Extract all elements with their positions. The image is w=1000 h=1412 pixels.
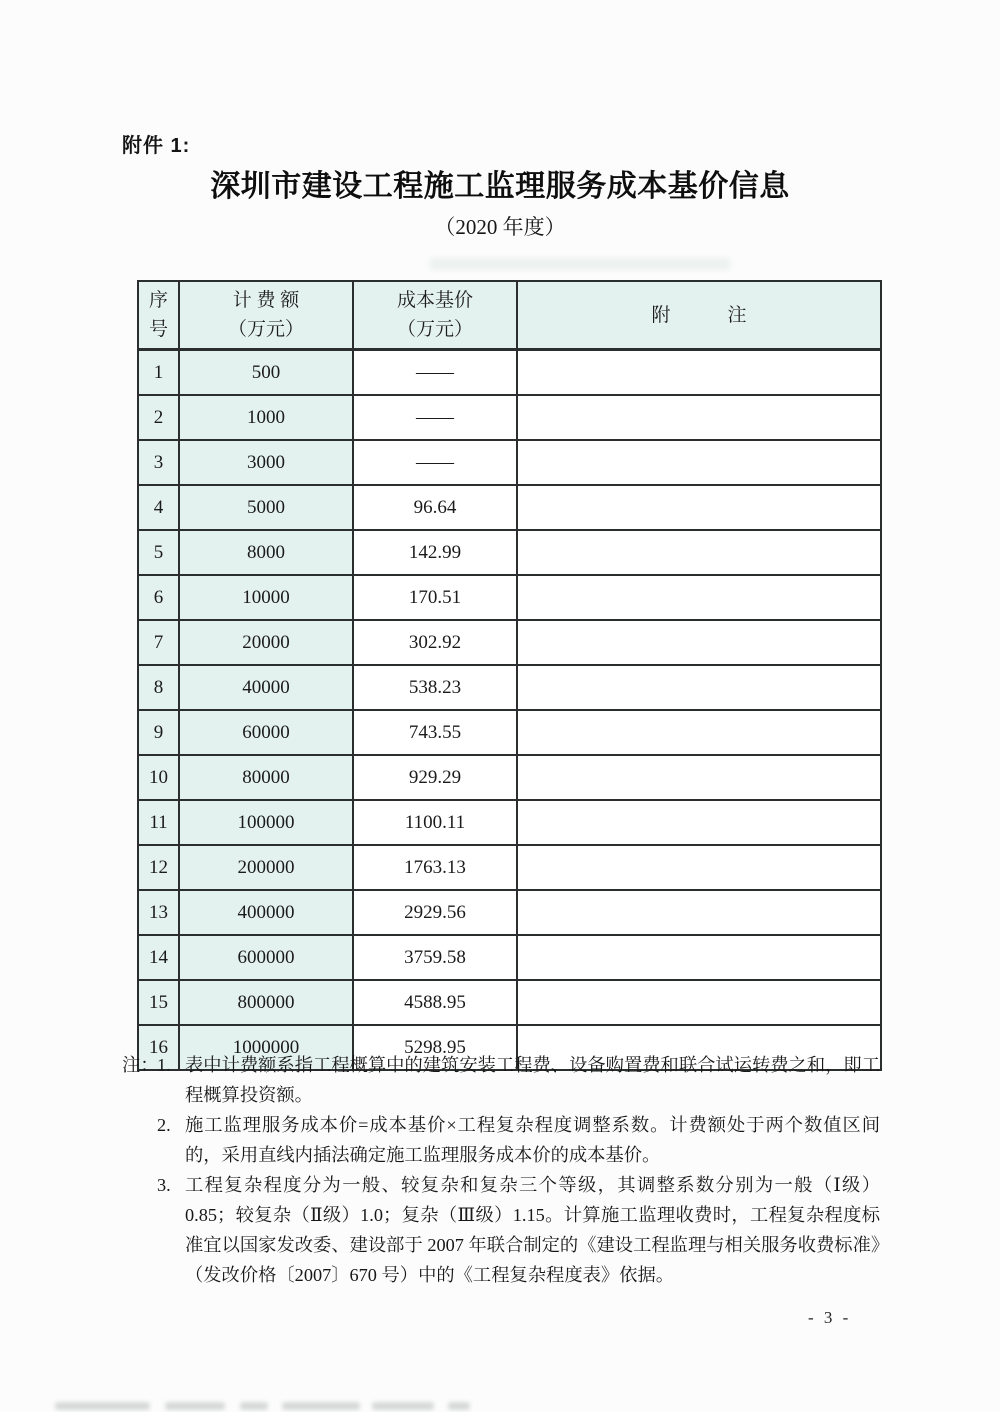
cell-cost-base-price: —— [353, 350, 517, 396]
page-number: - 3 - [808, 1308, 852, 1327]
scan-artifact [55, 1402, 150, 1410]
header-cost-base-price-line1: 成本基价 [396, 290, 473, 311]
cell-seq-no: 9 [138, 710, 179, 755]
table-row [138, 845, 881, 890]
cell-fee-amount: 500 [179, 350, 353, 396]
cell-fee-amount: 10000 [179, 575, 353, 620]
cell-cost-base-price: 5298.95 [353, 1025, 517, 1070]
cell-cost-base-price: —— [353, 395, 517, 440]
cell-remarks [517, 935, 881, 980]
cell-seq-no: 15 [138, 980, 179, 1025]
header-cost-base-price [353, 281, 517, 350]
table-row [138, 935, 881, 980]
footnote-text: 施工监理服务成本价=成本基价×工程复杂程度调整系数。计费额处于两个数值区间的，采用直线内插法确定施工监理服务成本价的成本基价。 [185, 1115, 880, 1165]
cell-fee-amount: 60000 [179, 710, 353, 755]
cell-remarks [517, 395, 881, 440]
cell-seq-no: 1 [138, 350, 179, 396]
table-header-row [138, 281, 881, 350]
table-row [138, 620, 881, 665]
header-cost-base-price-line2: （万元） [396, 319, 473, 340]
footnote-item [157, 1170, 880, 1290]
scan-artifact [430, 258, 730, 270]
cell-seq-no: 6 [138, 575, 179, 620]
header-remarks-label: 附 注 [651, 304, 747, 326]
cell-seq-no: 8 [138, 665, 179, 710]
cell-fee-amount: 100000 [179, 800, 353, 845]
footnote-number: 2. [157, 1115, 171, 1135]
table-row [138, 485, 881, 530]
cell-cost-base-price: 743.55 [353, 710, 517, 755]
cell-seq-no: 3 [138, 440, 179, 485]
cell-remarks [517, 980, 881, 1025]
cell-remarks [517, 665, 881, 710]
cell-seq-no: 5 [138, 530, 179, 575]
cell-cost-base-price: 4588.95 [353, 980, 517, 1025]
header-remarks [517, 281, 881, 350]
footnote-item [157, 1110, 880, 1170]
cell-seq-no: 4 [138, 485, 179, 530]
footnote-text: 工程复杂程度分为一般、较复杂和复杂三个等级，其调整系数分别为一般（Ⅰ级）0.85；较复杂（Ⅱ级）1.0；复杂（Ⅲ级）1.15。计算施工监理收费时，工程复杂程度标准宜以国家发改委、建设部于 2007 年联合制定的《建设工程监理与相关服务收费标准》（发改价格〔2007〕670 号）中的《工程复杂程度表》依据。 [185, 1175, 880, 1285]
header-seq-no-line2: 号 [148, 319, 168, 340]
table-row [138, 440, 881, 485]
table-row [138, 665, 881, 710]
footnote-item [122, 1050, 880, 1110]
cell-cost-base-price: 142.99 [353, 530, 517, 575]
page-title: 深圳市建设工程施工监理服务成本基价信息 [210, 170, 790, 203]
table-header [138, 281, 881, 350]
footnote-number: 1. [157, 1055, 171, 1075]
table-row [138, 350, 881, 396]
cell-cost-base-price: 538.23 [353, 665, 517, 710]
table-row [138, 710, 881, 755]
cell-remarks [517, 800, 881, 845]
cell-fee-amount: 1000 [179, 395, 353, 440]
scan-artifact [240, 1402, 268, 1410]
cell-seq-no: 14 [138, 935, 179, 980]
cell-cost-base-price: 96.64 [353, 485, 517, 530]
attachment-label: 附件 1: [122, 135, 191, 157]
header-seq-no [138, 281, 179, 350]
cell-seq-no: 2 [138, 395, 179, 440]
cell-remarks [517, 350, 881, 396]
scan-artifact [448, 1402, 470, 1410]
page-subtitle: （2020 年度） [434, 215, 566, 239]
cell-remarks [517, 530, 881, 575]
cell-cost-base-price: 302.92 [353, 620, 517, 665]
header-fee-amount-line2: （万元） [227, 319, 304, 340]
table-row [138, 980, 881, 1025]
footnote-number: 3. [157, 1175, 171, 1195]
scan-artifact [372, 1402, 434, 1410]
cell-seq-no: 12 [138, 845, 179, 890]
table-row [138, 800, 881, 845]
scan-artifact [282, 1402, 360, 1410]
cell-remarks [517, 845, 881, 890]
table-row [138, 530, 881, 575]
cell-remarks [517, 755, 881, 800]
cell-remarks [517, 620, 881, 665]
header-fee-amount-line1: 计 费 额 [232, 290, 300, 311]
cell-cost-base-price: 170.51 [353, 575, 517, 620]
footnote-text: 表中计费额系指工程概算中的建筑安装工程费、设备购置费和联合试运转费之和，即工程概算投资额。 [185, 1055, 880, 1105]
cell-fee-amount: 200000 [179, 845, 353, 890]
cell-remarks [517, 710, 881, 755]
footnotes [122, 1050, 880, 1290]
cell-remarks [517, 890, 881, 935]
cell-fee-amount: 1000000 [179, 1025, 353, 1070]
cell-fee-amount: 40000 [179, 665, 353, 710]
cell-cost-base-price: 3759.58 [353, 935, 517, 980]
header-fee-amount [179, 281, 353, 350]
cell-fee-amount: 400000 [179, 890, 353, 935]
cell-cost-base-price: 2929.56 [353, 890, 517, 935]
cell-seq-no: 7 [138, 620, 179, 665]
cell-seq-no: 13 [138, 890, 179, 935]
scan-artifact [165, 1402, 225, 1410]
table-row [138, 395, 881, 440]
cell-cost-base-price: —— [353, 440, 517, 485]
cell-fee-amount: 600000 [179, 935, 353, 980]
table-body [138, 350, 881, 1071]
cell-fee-amount: 800000 [179, 980, 353, 1025]
footnote-group-label: 注： [122, 1055, 159, 1075]
cell-seq-no: 16 [138, 1025, 179, 1070]
cell-seq-no: 10 [138, 755, 179, 800]
cell-remarks [517, 485, 881, 530]
cell-fee-amount: 3000 [179, 440, 353, 485]
cell-cost-base-price: 929.29 [353, 755, 517, 800]
cell-cost-base-price: 1100.11 [353, 800, 517, 845]
cost-base-price-table [137, 280, 882, 1071]
cell-fee-amount: 80000 [179, 755, 353, 800]
table-row [138, 575, 881, 620]
cell-fee-amount: 5000 [179, 485, 353, 530]
table-row [138, 890, 881, 935]
table-row [138, 755, 881, 800]
cell-fee-amount: 8000 [179, 530, 353, 575]
cell-fee-amount: 20000 [179, 620, 353, 665]
cell-remarks [517, 440, 881, 485]
cell-seq-no: 11 [138, 800, 179, 845]
cell-cost-base-price: 1763.13 [353, 845, 517, 890]
header-seq-no-line1: 序 [148, 290, 168, 311]
cell-remarks [517, 575, 881, 620]
